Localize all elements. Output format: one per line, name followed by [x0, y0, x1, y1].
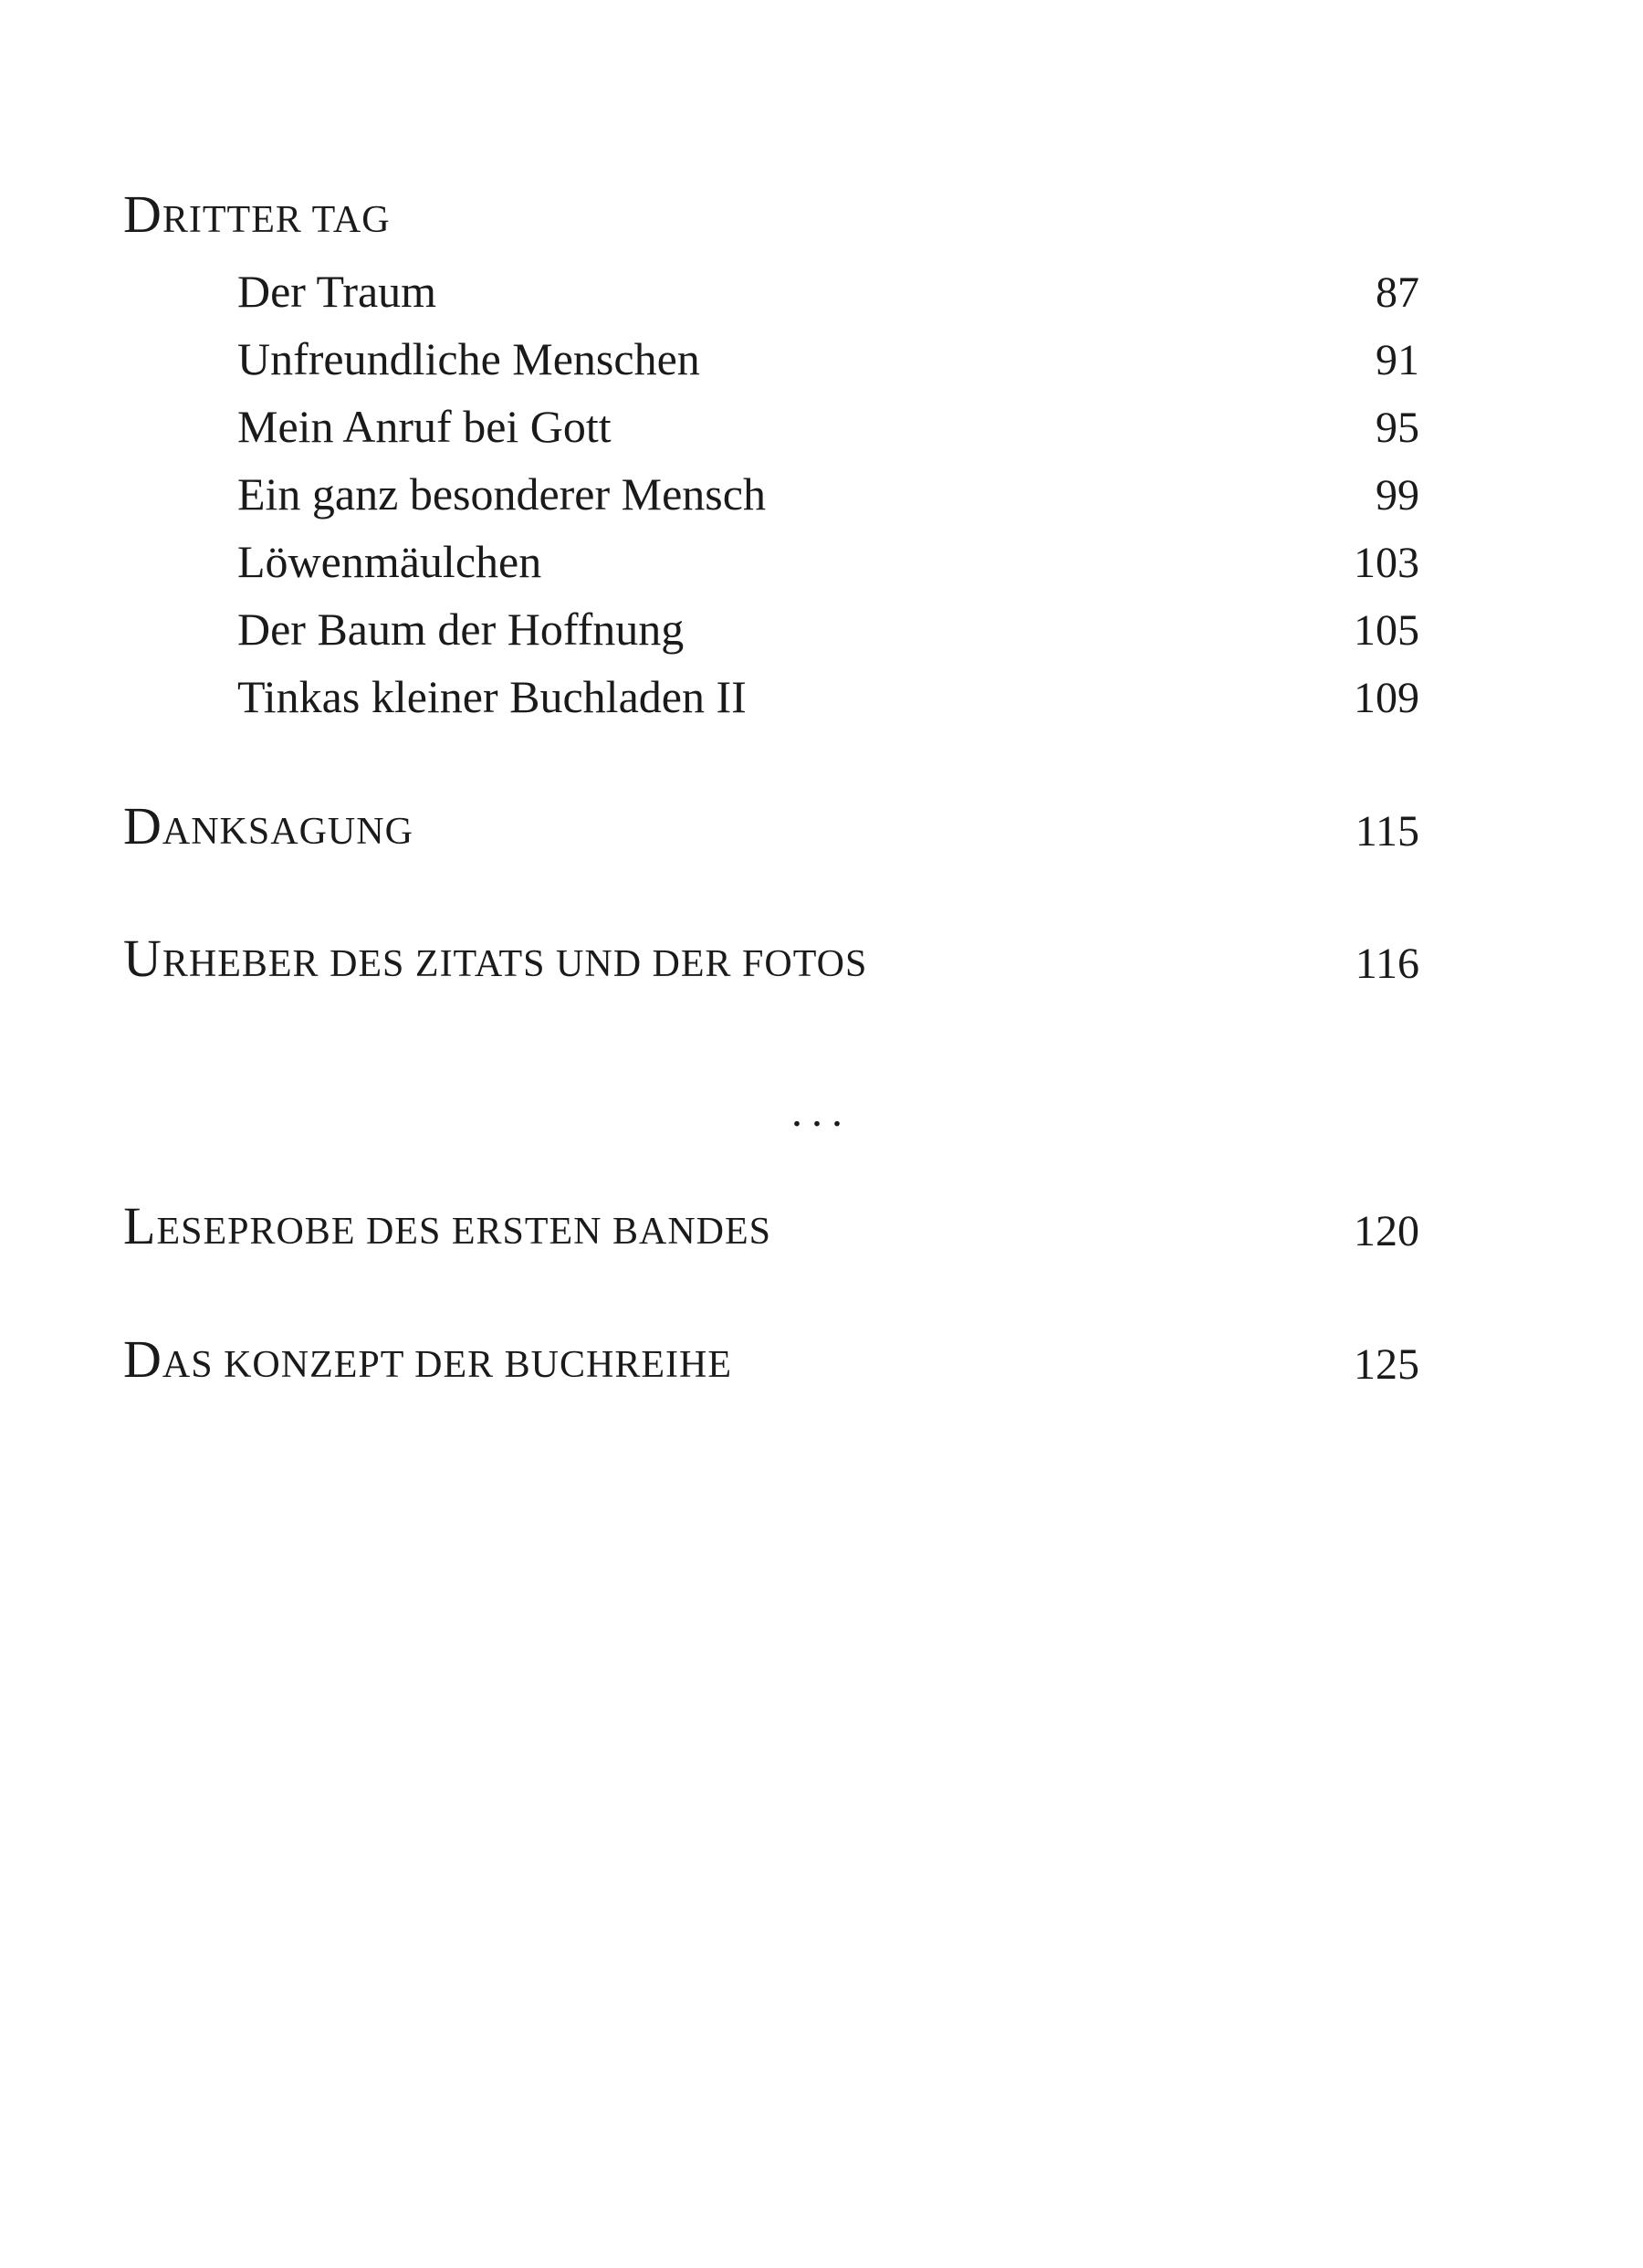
toc-entry-page: 99 [1376, 471, 1419, 520]
toc-entry-title: Der Traum [237, 266, 437, 317]
toc-heading-title: DRITTER TAG [123, 184, 391, 244]
toc-entry [123, 603, 1419, 667]
toc-heading-title: URHEBER DES ZITATS UND DER FOTOS [123, 929, 868, 988]
toc-entry-page: 91 [1376, 336, 1419, 384]
toc-entry [123, 332, 1419, 396]
toc-entry [123, 400, 1419, 464]
toc-heading-title: DAS KONZEPT DER BUCHREIHE [123, 1329, 732, 1389]
toc-heading-dritter-tag [123, 184, 1419, 256]
toc-entry-title: Der Baum der Hoffnung [237, 604, 685, 655]
toc-heading-title: LESEPROBE DES ERSTEN BANDES [123, 1196, 772, 1255]
toc-entry-title: Tinkas kleiner Buchladen II [237, 671, 747, 722]
toc-entry [123, 265, 1419, 329]
toc-heading-page: 116 [1355, 940, 1419, 988]
toc-entry-page: 95 [1376, 404, 1419, 452]
toc-heading-page: 115 [1355, 807, 1419, 856]
toc-heading-urheber [123, 929, 1419, 1000]
toc-entry-title: Löwenmäulchen [237, 536, 542, 587]
toc-entry-page: 87 [1376, 268, 1419, 317]
toc-heading-leseprobe [123, 1196, 1419, 1267]
toc-heading-konzept [123, 1329, 1419, 1401]
toc-entry-page: 103 [1354, 539, 1419, 587]
toc-entry [123, 535, 1419, 599]
toc-heading-page: 125 [1354, 1340, 1419, 1389]
toc-entry-title: Mein Anruf bei Gott [237, 401, 612, 452]
toc-heading-page: 120 [1354, 1207, 1419, 1255]
toc-entry-page: 105 [1354, 606, 1419, 655]
toc-entry-page: 109 [1354, 674, 1419, 722]
toc-entry-title: Unfreundliche Menschen [237, 333, 700, 384]
toc-separator: ... [791, 1087, 852, 1136]
toc-heading-title: DANKSAGUNG [123, 796, 413, 856]
toc-entry [123, 467, 1419, 531]
toc-heading-danksagung [123, 796, 1419, 867]
toc-entry-title: Ein ganz besonderer Mensch [237, 468, 766, 520]
toc-entry [123, 670, 1419, 734]
